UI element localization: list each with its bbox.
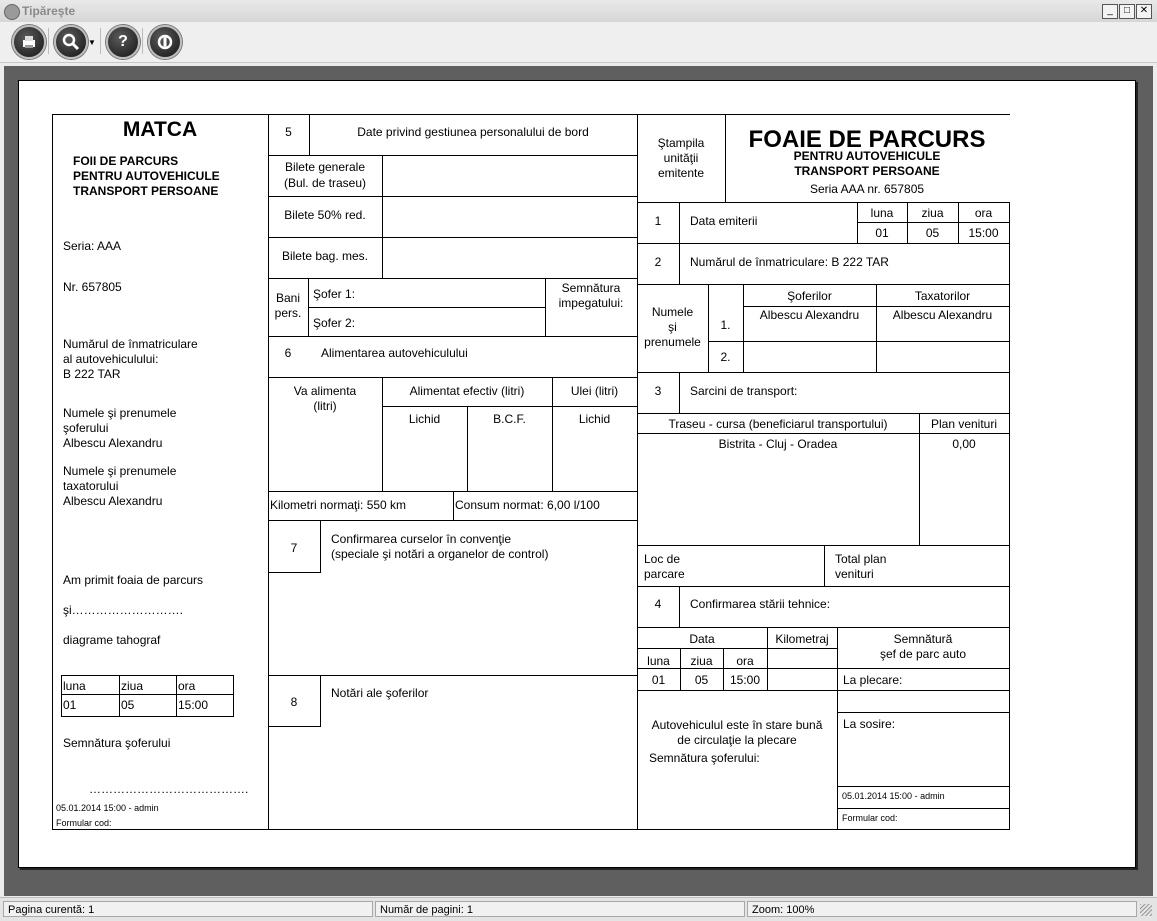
foaie-seria: Seria AAA nr. 657805 bbox=[809, 182, 925, 196]
date-value: 01 bbox=[875, 226, 889, 240]
date-header: ziua bbox=[921, 206, 944, 220]
autovehicul-stare-text: Autovehiculul este în stare bună bbox=[651, 718, 823, 732]
ulei-label: Ulei (litri) bbox=[570, 384, 619, 398]
traseu-header: Traseu - cursa (beneficiarul transportului) bbox=[668, 417, 888, 431]
foaie-subtitle: TRANSPORT PERSOANE bbox=[794, 164, 940, 178]
border-line bbox=[268, 726, 321, 727]
stampila-label: Ştampila bbox=[657, 136, 705, 150]
toolbar-separator bbox=[100, 28, 101, 54]
stub-date-header: luna bbox=[63, 679, 86, 693]
section-6-number: 6 bbox=[284, 346, 292, 360]
stub-seria: Seria: AAA bbox=[63, 239, 122, 253]
section-2-number: 2 bbox=[654, 255, 662, 269]
bilete-bag-label: Bilete bag. mes. bbox=[281, 249, 369, 263]
bcf-label: B.C.F. bbox=[493, 412, 526, 426]
date-value: 01 bbox=[651, 673, 666, 687]
date-header: ora bbox=[974, 206, 993, 220]
border-line bbox=[637, 690, 1010, 691]
border-line bbox=[52, 114, 1010, 115]
la-plecare-label: La plecare: bbox=[843, 673, 903, 687]
loc-parcare-label: parcare bbox=[644, 567, 685, 581]
section-5-title: Date privind gestiunea personalului de bord bbox=[357, 125, 589, 139]
border-line bbox=[637, 648, 837, 649]
consum-normat: Consum normat: 6,00 l/100 bbox=[455, 498, 600, 512]
stub-sofer-value: Albescu Alexandru bbox=[63, 436, 163, 450]
date-value: 05 bbox=[925, 226, 940, 240]
status-bar bbox=[0, 897, 1157, 921]
plan-venituri-header: Plan venituri bbox=[930, 417, 998, 431]
autovehicul-stare-text: de circulaţie la plecare bbox=[677, 733, 797, 747]
zoom-button[interactable] bbox=[54, 25, 88, 59]
toolbar-separator bbox=[48, 28, 49, 54]
print-preview-area[interactable] bbox=[4, 66, 1153, 896]
row-number: 1. bbox=[720, 318, 731, 332]
section-6-title: Alimentarea autovehiculului bbox=[321, 346, 468, 360]
stub-taxator-label: Numele şi prenumele bbox=[63, 464, 177, 478]
print-button[interactable] bbox=[12, 25, 46, 59]
stub-inmatriculare-label: al autovehiculului: bbox=[63, 352, 159, 366]
numele-label: prenumele bbox=[644, 335, 701, 349]
kilometri-normati: Kilometri normaţi: 550 km bbox=[270, 498, 407, 512]
border-line bbox=[61, 694, 234, 695]
stub-date-value: 01 bbox=[63, 698, 77, 712]
window-title: Tipăreşte bbox=[22, 4, 76, 18]
border-line bbox=[308, 307, 545, 308]
numele-label: Numele bbox=[651, 305, 694, 319]
border-line bbox=[637, 243, 1010, 244]
toolbar-separator bbox=[142, 28, 143, 54]
bilete-generale-label: (Bul. de traseu) bbox=[283, 176, 367, 190]
date-header: ora bbox=[736, 654, 754, 668]
section-2-title: Numărul de înmatriculare: B 222 TAR bbox=[690, 255, 889, 269]
border-line bbox=[637, 202, 1010, 203]
section-3-number: 3 bbox=[654, 384, 662, 398]
resize-grip-icon[interactable] bbox=[1140, 904, 1152, 916]
border-line bbox=[1009, 202, 1010, 830]
border-line bbox=[320, 520, 321, 573]
stub-si: şi………………………. bbox=[63, 603, 183, 617]
border-line bbox=[176, 675, 177, 717]
border-line bbox=[61, 675, 234, 676]
bilete-50-label: Bilete 50% red. bbox=[284, 208, 366, 222]
stub-sofer-label: Numele şi prenumele bbox=[63, 406, 177, 420]
border-line bbox=[708, 341, 1010, 342]
border-line bbox=[919, 413, 920, 546]
stub-footer: 05.01.2014 15:00 - admin bbox=[56, 803, 159, 813]
stub-formular: Formular cod: bbox=[56, 818, 112, 828]
border-line bbox=[61, 675, 62, 717]
border-line bbox=[679, 586, 680, 628]
preview-page bbox=[18, 80, 1136, 868]
border-line bbox=[268, 336, 637, 337]
border-line bbox=[119, 675, 120, 717]
stub-inmatriculare-value: B 222 TAR bbox=[63, 367, 121, 381]
semnatura-impegat-label: impegatului: bbox=[558, 296, 624, 310]
stub-diagrame: diagrame tahograf bbox=[63, 633, 161, 647]
minimize-icon[interactable]: _ bbox=[1102, 4, 1118, 19]
date-header: luna bbox=[870, 206, 894, 220]
section-3-title: Sarcini de transport: bbox=[690, 384, 798, 398]
va-alimenta-label: (litri) bbox=[313, 399, 337, 413]
border-line bbox=[837, 808, 1010, 809]
form-foaie-parcurs bbox=[19, 81, 1135, 867]
maximize-icon[interactable]: □ bbox=[1119, 4, 1135, 19]
border-line bbox=[637, 433, 1010, 434]
bilete-generale-label: Bilete generale bbox=[284, 160, 366, 174]
border-line bbox=[268, 196, 637, 197]
stampila-label: unităţii bbox=[663, 151, 699, 165]
border-line bbox=[382, 155, 383, 279]
border-line bbox=[679, 372, 680, 414]
sofer1-label: Şofer 1: bbox=[313, 287, 356, 301]
border-line bbox=[268, 572, 321, 573]
stub-title: MATCA bbox=[122, 118, 198, 141]
stub-date-value: 05 bbox=[121, 698, 135, 712]
stub-taxator-value: Albescu Alexandru bbox=[63, 494, 163, 508]
section-7-subtitle: (speciale şi notări a organelor de control) bbox=[331, 547, 549, 561]
border-line bbox=[637, 627, 1010, 628]
stub-am-primit: Am primit foaia de parcurs bbox=[63, 573, 204, 587]
zoom-dropdown-icon[interactable]: ▼ bbox=[88, 38, 96, 47]
border-line bbox=[268, 377, 637, 378]
border-line bbox=[308, 278, 309, 337]
zoom-icon bbox=[62, 33, 80, 51]
border-line bbox=[857, 222, 1010, 223]
data-header: Data bbox=[689, 632, 715, 646]
soferilor-header: Şoferilor bbox=[787, 289, 832, 303]
stampila-label: emitente bbox=[657, 166, 705, 180]
section-8-number: 8 bbox=[290, 695, 298, 709]
section-4-title: Confirmarea stării tehnice: bbox=[690, 597, 831, 611]
border-line bbox=[453, 491, 454, 521]
va-alimenta-label: Va alimenta bbox=[293, 384, 357, 398]
date-value: 15:00 bbox=[729, 673, 761, 687]
border-line bbox=[268, 278, 637, 279]
sofer2-label: Şofer 2: bbox=[313, 316, 356, 330]
right-formular: Formular cod: bbox=[842, 813, 898, 823]
foaie-subtitle: PENTRU AUTOVEHICULE bbox=[793, 149, 941, 163]
border-line bbox=[268, 155, 637, 156]
right-footer: 05.01.2014 15:00 - admin bbox=[842, 791, 945, 801]
section-1-number: 1 bbox=[654, 214, 662, 228]
semnatura-sofer-label: Semnătura şoferului: bbox=[649, 751, 760, 765]
zoom-status: Zoom: 100% bbox=[747, 901, 1137, 917]
numele-label: şi bbox=[668, 320, 677, 334]
border-line bbox=[637, 668, 1010, 669]
loc-parcare-label: Loc de bbox=[644, 552, 681, 566]
border-line bbox=[637, 413, 1010, 414]
kilometraj-header: Kilometraj bbox=[775, 632, 829, 646]
border-line bbox=[268, 675, 637, 676]
border-line bbox=[837, 712, 1010, 713]
border-line bbox=[268, 237, 637, 238]
border-line bbox=[52, 114, 53, 830]
date-header: ziua bbox=[690, 654, 713, 668]
border-line bbox=[637, 372, 1010, 373]
lichid-ulei-label: Lichid bbox=[578, 412, 611, 426]
section-5-number: 5 bbox=[285, 125, 292, 139]
border-line bbox=[637, 284, 1010, 285]
stub-inmatriculare-label: Numărul de înmatriculare bbox=[63, 337, 198, 351]
total-plan-label: venituri bbox=[835, 567, 874, 581]
row-number: 2. bbox=[720, 350, 731, 364]
stub-sofer-label: şoferului bbox=[63, 421, 109, 435]
stub-subtitle-line: TRANSPORT PERSOANE bbox=[73, 184, 219, 198]
stub-nr: Nr. 657805 bbox=[63, 280, 122, 294]
current-page-status: Pagina curentă: 1 bbox=[3, 901, 373, 917]
stub-taxator-label: taxatorului bbox=[63, 479, 119, 493]
border-line bbox=[824, 545, 825, 587]
section-1-title: Data emiterii bbox=[690, 214, 758, 228]
plan-venituri-value: 0,00 bbox=[952, 437, 976, 451]
toolbar bbox=[0, 22, 1157, 63]
border-line bbox=[233, 675, 234, 717]
exit-button[interactable] bbox=[148, 25, 182, 59]
app-icon bbox=[4, 4, 20, 20]
taxatorilor-header: Taxatorilor bbox=[914, 289, 971, 303]
sofer-name: Albescu Alexandru bbox=[759, 308, 860, 322]
date-header: luna bbox=[647, 654, 670, 668]
border-line bbox=[679, 243, 680, 285]
semnatura-impegat-label: Semnătura bbox=[561, 281, 621, 295]
border-line bbox=[61, 716, 234, 717]
power-icon bbox=[156, 33, 174, 51]
la-sosire-label: La sosire: bbox=[843, 717, 896, 731]
total-plan-label: Total plan bbox=[835, 552, 887, 566]
stub-semnatura: Semnătura şoferului bbox=[63, 736, 171, 750]
lichid-label: Lichid bbox=[408, 412, 441, 426]
date-value: 05 bbox=[694, 673, 709, 687]
section-8-title: Notări ale şoferilor bbox=[331, 686, 429, 700]
date-value: 15:00 bbox=[968, 226, 999, 240]
border-line bbox=[837, 786, 1010, 787]
traseu-value: Bistrita - Cluj - Oradea bbox=[718, 437, 838, 451]
help-button[interactable]: ? bbox=[106, 25, 140, 59]
foaie-title: FOAIE DE PARCURS bbox=[748, 126, 986, 153]
section-7-title: Confirmarea curselor în convenţie bbox=[331, 532, 512, 546]
semnatura-sef-header: şef de parc auto bbox=[879, 647, 967, 661]
stub-date-header: ziua bbox=[121, 679, 144, 693]
bani-label: Bani bbox=[275, 291, 301, 305]
semnatura-sef-header: Semnătură bbox=[893, 632, 953, 646]
section-4-number: 4 bbox=[654, 597, 662, 611]
stub-date-value: 15:00 bbox=[178, 698, 209, 712]
stub-date-header: ora bbox=[178, 679, 196, 693]
print-icon bbox=[20, 33, 38, 51]
border-line bbox=[679, 202, 680, 244]
border-line bbox=[52, 829, 1010, 830]
stub-subtitle-line: FOII DE PARCURS bbox=[73, 154, 179, 168]
bani-label: pers. bbox=[274, 306, 302, 320]
stub-subtitle-line: PENTRU AUTOVEHICULE bbox=[73, 169, 220, 183]
border-line bbox=[320, 675, 321, 727]
taxator-name: Albescu Alexandru bbox=[892, 308, 993, 322]
stub-signature-dots: …………………………………. bbox=[89, 782, 249, 796]
title-bar bbox=[0, 0, 1157, 23]
alimentat-efectiv-label: Alimentat efectiv (litri) bbox=[409, 384, 525, 398]
page-count-status: Număr de pagini: 1 bbox=[375, 901, 745, 917]
border-line bbox=[382, 406, 637, 407]
section-7-number: 7 bbox=[290, 541, 298, 555]
close-icon[interactable]: ✕ bbox=[1136, 4, 1152, 19]
